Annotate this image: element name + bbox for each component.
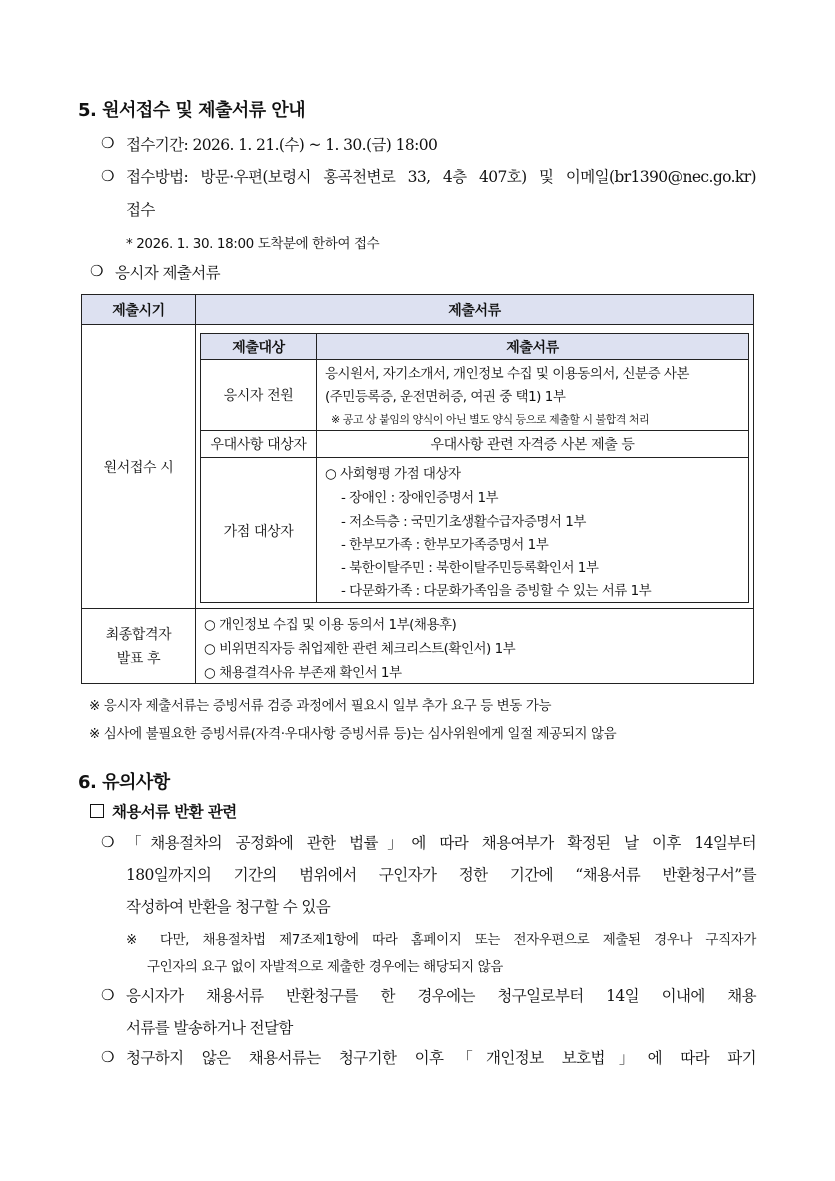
row-label-application: 원서접수 시 — [103, 459, 174, 476]
bonus-line: - 장애인 : 장애인증명서 1부 — [341, 490, 499, 506]
row-label-final-2: 발표 후 — [116, 650, 161, 667]
bullet-icon: ❍ — [101, 986, 115, 1004]
bullet-icon: ❍ — [90, 262, 104, 280]
p1-line: 180일까지의 기간의 범위에서 구인자가 정한 기간에 “채용서류 반환청구서”를 — [126, 866, 756, 884]
bonus-line: ○ 사회형평 가점 대상자 — [325, 466, 461, 482]
inner-row-bonus: 가점 대상자 — [223, 523, 294, 540]
method-note: * 2026. 1. 30. 18:00 도착분에 한하여 접수 — [126, 236, 380, 252]
p1-note: ※ 다만, 채용절차법 제7조제1항에 따라 홈페이지 또는 전자우편으로 제출된 경우나 구직자가 — [126, 932, 756, 948]
bonus-line: - 다문화가족 : 다문화가족임을 증빙할 수 있는 서류 1부 — [341, 583, 652, 599]
bullet-icon: ❍ — [101, 134, 115, 152]
inner-row-preference: 우대사항 대상자 — [210, 437, 307, 453]
all-docs-note: ※ 공고 상 붙임의 양식이 아닌 별도 양식 등으로 제출할 시 불합격 처리 — [331, 413, 650, 426]
sub-title — [90, 800, 237, 822]
section-6-title: 6. 유의사항 — [78, 772, 170, 793]
p1-line: 「채용절차의 공정화에 관한 법률」에 따라 채용여부가 확정된 날 이후 14일부터 — [126, 834, 756, 852]
col-header-docs: 제출서류 — [196, 295, 753, 324]
docs-title: 응시자 제출서류 — [115, 264, 220, 282]
square-bullet-icon — [90, 804, 104, 818]
p2-line: 응시자가 채용서류 반환청구를 한 경우에는 청구일로부터 14일 이내에 채용 — [126, 987, 756, 1005]
all-docs-line-1: 응시원서, 자기소개서, 개인정보 수집 및 이용동의서, 신분증 사본 — [325, 366, 689, 382]
final-line: ○ 개인정보 수집 및 이용 동의서 1부(채용후) — [204, 617, 457, 633]
p1-note: 구인자의 요구 없이 자발적으로 제출한 경우에는 해당되지 않음 — [147, 959, 503, 975]
all-docs-line-2: (주민등록증, 운전면허증, 여권 중 택1) 1부 — [325, 389, 566, 405]
inner-row-all: 응시자 전원 — [223, 388, 294, 404]
note-line: ※ 응시자 제출서류는 증빙서류 검증 과정에서 필요시 일부 추가 요구 등 변동 가능 — [89, 698, 552, 714]
row-label-final-1: 최종합격자 — [105, 626, 172, 643]
col-header-timing: 제출시기 — [82, 295, 195, 324]
method-text-cont: 접수 — [126, 201, 155, 219]
bonus-line: - 저소득층 : 국민기초생활수급자증명서 1부 — [341, 514, 586, 530]
bonus-line: - 북한이탈주민 : 북한이탈주민등록확인서 1부 — [341, 560, 599, 576]
section-5-title: 5. 원서접수 및 제출서류 안내 — [78, 100, 306, 121]
bullet-icon: ❍ — [101, 833, 115, 851]
p1-line: 작성하여 반환을 청구할 수 있음 — [126, 898, 331, 916]
p3-line: 청구하지 않은 채용서류는 청구기한 이후「개인정보 보호법」에 따라 파기 — [126, 1049, 756, 1067]
final-line: ○ 비위면직자등 취업제한 관련 체크리스트(확인서) 1부 — [204, 641, 516, 657]
bonus-line: - 한부모가족 : 한부모가족증명서 1부 — [341, 537, 549, 553]
preference-docs: 우대사항 관련 자격증 사본 제출 등 — [430, 437, 635, 453]
inner-header-target: 제출대상 — [201, 334, 316, 359]
sub-title-text: 채용서류 반환 관련 — [112, 802, 237, 821]
bullet-icon: ❍ — [101, 167, 115, 185]
inner-header-docs: 제출서류 — [317, 334, 748, 359]
p2-line: 서류를 발송하거나 전달함 — [126, 1019, 293, 1037]
final-line: ○ 채용결격사유 부존재 확인서 1부 — [204, 665, 402, 681]
row-label-final — [82, 609, 195, 684]
bullet-icon: ❍ — [101, 1048, 115, 1066]
period-text: 접수기간: 2026. 1. 21.(수) ~ 1. 30.(금) 18:00 — [126, 136, 438, 154]
method-text: 접수방법: 방문·우편(보령시 홍곡천변로 33, 4층 407호) 및 이메일(br1390@nec.go.kr) — [126, 168, 756, 186]
note-line: ※ 심사에 불필요한 증빙서류(자격·우대사항 증빙서류 등)는 심사위원에게 일절 제공되지 않음 — [89, 726, 617, 742]
